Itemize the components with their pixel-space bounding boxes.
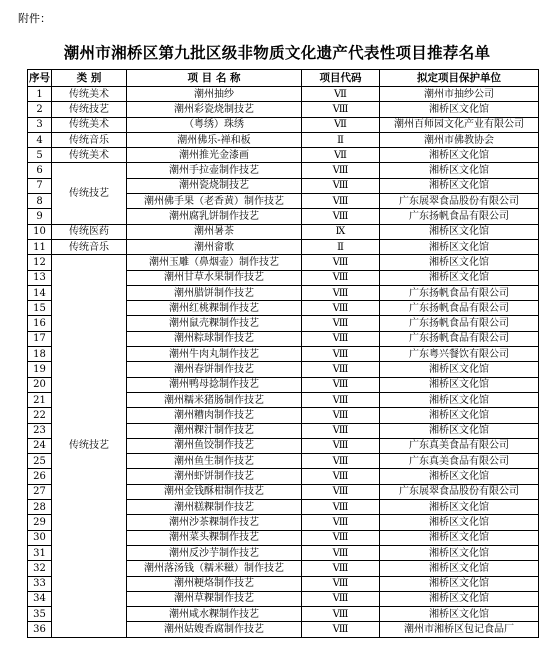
cell-project-name: 潮州草粿制作技艺 [127, 591, 302, 606]
cell-project-name: 潮州畲歌 [127, 239, 302, 254]
cell-project-code: Ⅷ [302, 178, 380, 193]
cell-project-name: 潮州春饼制作技艺 [127, 362, 302, 377]
cell-number: 4 [28, 132, 52, 147]
cell-protection-unit: 广东真美食品有限公司 [380, 438, 539, 453]
cell-protection-unit: 湘桥区文化馆 [380, 423, 539, 438]
cell-number: 6 [28, 163, 52, 178]
cell-protection-unit: 广东扬帆食品有限公司 [380, 301, 539, 316]
cell-project-name: 潮州彩瓷烧制技艺 [127, 102, 302, 117]
cell-project-name: 潮州粽球制作技艺 [127, 331, 302, 346]
cell-number: 21 [28, 392, 52, 407]
table-row [28, 117, 539, 132]
cell-number: 33 [28, 576, 52, 591]
cell-category: 传统音乐 [52, 239, 127, 254]
cell-number: 7 [28, 178, 52, 193]
table-row [28, 255, 539, 270]
cell-number: 8 [28, 194, 52, 209]
cell-number: 20 [28, 377, 52, 392]
table-row [28, 239, 539, 254]
cell-protection-unit: 湘桥区文化馆 [380, 530, 539, 545]
cell-protection-unit: 湘桥区文化馆 [380, 500, 539, 515]
cell-project-code: Ⅶ [302, 87, 380, 102]
project-table [27, 69, 539, 638]
cell-protection-unit: 广东粤兴餐饮有限公司 [380, 347, 539, 362]
table-row [28, 87, 539, 102]
cell-number: 24 [28, 438, 52, 453]
cell-protection-unit: 湘桥区文化馆 [380, 545, 539, 560]
cell-number: 23 [28, 423, 52, 438]
cell-protection-unit: 湘桥区文化馆 [380, 515, 539, 530]
cell-project-code: Ⅷ [302, 622, 380, 637]
cell-protection-unit: 湘桥区文化馆 [380, 392, 539, 407]
cell-protection-unit: 湘桥区文化馆 [380, 178, 539, 193]
cell-project-name: 潮州鼠壳粿制作技艺 [127, 316, 302, 331]
cell-protection-unit: 湘桥区文化馆 [380, 148, 539, 163]
cell-project-name: 潮州鱼生制作技艺 [127, 454, 302, 469]
cell-project-code: Ⅷ [302, 454, 380, 469]
cell-number: 26 [28, 469, 52, 484]
document-title: 潮州市湘桥区第九批区级非物质文化遗产代表性项目推荐名单 [63, 43, 491, 62]
cell-category: 传统技艺 [52, 163, 127, 224]
cell-project-code: Ⅶ [302, 117, 380, 132]
cell-category: 传统技艺 [52, 255, 127, 637]
cell-project-name: 潮州反沙芋制作技艺 [127, 545, 302, 560]
cell-protection-unit: 湘桥区文化馆 [380, 377, 539, 392]
cell-number: 12 [28, 255, 52, 270]
cell-project-code: Ⅷ [302, 392, 380, 407]
cell-project-name: 潮州腊饼制作技艺 [127, 285, 302, 300]
cell-project-name: 潮州佛手果（老香黄）制作技艺 [127, 194, 302, 209]
table-header-row [28, 70, 539, 87]
cell-number: 2 [28, 102, 52, 117]
cell-protection-unit: 湘桥区文化馆 [380, 224, 539, 239]
attachment-label: 附件： [18, 12, 51, 25]
cell-category: 传统医药 [52, 224, 127, 239]
column-header-protection-unit: 拟定项目保护单位 [380, 70, 539, 87]
table-row [28, 163, 539, 178]
cell-number: 17 [28, 331, 52, 346]
cell-protection-unit: 湘桥区文化馆 [380, 469, 539, 484]
cell-project-name: 潮州菜头粿制作技艺 [127, 530, 302, 545]
column-header-number: 序号 [28, 70, 52, 87]
cell-number: 3 [28, 117, 52, 132]
cell-number: 5 [28, 148, 52, 163]
cell-project-code: Ⅷ [302, 607, 380, 622]
cell-project-code: Ⅷ [302, 500, 380, 515]
cell-number: 36 [28, 622, 52, 637]
cell-protection-unit: 广东展翠食品股份有限公司 [380, 484, 539, 499]
cell-project-code: Ⅷ [302, 408, 380, 423]
cell-protection-unit: 湘桥区文化馆 [380, 163, 539, 178]
cell-project-code: Ⅷ [302, 255, 380, 270]
cell-number: 35 [28, 607, 52, 622]
cell-project-code: Ⅷ [302, 194, 380, 209]
cell-category: 传统美术 [52, 117, 127, 132]
cell-project-name: 潮州瓷烧制技艺 [127, 178, 302, 193]
cell-project-code: Ⅷ [302, 163, 380, 178]
cell-protection-unit: 湘桥区文化馆 [380, 561, 539, 576]
cell-project-code: Ⅷ [302, 331, 380, 346]
cell-number: 34 [28, 591, 52, 606]
cell-number: 30 [28, 530, 52, 545]
cell-project-code: Ⅷ [302, 561, 380, 576]
cell-protection-unit: 湘桥区文化馆 [380, 607, 539, 622]
cell-protection-unit: 湘桥区文化馆 [380, 102, 539, 117]
cell-project-name: 潮州糯米猪肠制作技艺 [127, 392, 302, 407]
cell-project-name: 潮州甘草水果制作技艺 [127, 270, 302, 285]
cell-project-name: 潮州姑嫂香腐制作技艺 [127, 622, 302, 637]
cell-project-name: 潮州糟肉制作技艺 [127, 408, 302, 423]
cell-number: 15 [28, 301, 52, 316]
cell-project-name: 潮州鸭母捻制作技艺 [127, 377, 302, 392]
cell-project-name: 潮州金钱酥柑制作技艺 [127, 484, 302, 499]
column-header-project-name: 项 目 名 称 [127, 70, 302, 87]
cell-project-code: Ⅷ [302, 270, 380, 285]
cell-project-code: Ⅱ [302, 239, 380, 254]
table-row [28, 102, 539, 117]
cell-protection-unit: 湘桥区文化馆 [380, 362, 539, 377]
cell-project-name: 潮州粿汁制作技艺 [127, 423, 302, 438]
table-row [28, 224, 539, 239]
cell-number: 11 [28, 239, 52, 254]
cell-number: 14 [28, 285, 52, 300]
cell-project-code: Ⅶ [302, 148, 380, 163]
table-row [28, 132, 539, 147]
cell-project-code: Ⅷ [302, 102, 380, 117]
cell-number: 9 [28, 209, 52, 224]
cell-number: 10 [28, 224, 52, 239]
cell-number: 29 [28, 515, 52, 530]
cell-project-code: Ⅷ [302, 377, 380, 392]
cell-project-name: 潮州牛肉丸制作技艺 [127, 347, 302, 362]
cell-project-code: Ⅷ [302, 362, 380, 377]
cell-project-code: Ⅷ [302, 530, 380, 545]
cell-protection-unit: 湘桥区文化馆 [380, 239, 539, 254]
cell-project-name: 潮州红桃粿制作技艺 [127, 301, 302, 316]
cell-project-code: Ⅷ [302, 515, 380, 530]
cell-number: 16 [28, 316, 52, 331]
cell-project-name: 潮州粳烙制作技艺 [127, 576, 302, 591]
cell-project-code: Ⅷ [302, 316, 380, 331]
cell-number: 1 [28, 87, 52, 102]
cell-project-name: 潮州抽纱 [127, 87, 302, 102]
cell-project-code: Ⅷ [302, 347, 380, 362]
cell-protection-unit: 潮州百师园文化产业有限公司 [380, 117, 539, 132]
cell-protection-unit: 潮州市湘桥区包记食品厂 [380, 622, 539, 637]
cell-project-code: Ⅷ [302, 209, 380, 224]
cell-project-code: Ⅷ [302, 301, 380, 316]
cell-project-code: Ⅷ [302, 423, 380, 438]
cell-project-code: Ⅷ [302, 285, 380, 300]
cell-project-name: 潮州玉雕（鼻烟壶）制作技艺 [127, 255, 302, 270]
cell-project-name: 潮州手拉壶制作技艺 [127, 163, 302, 178]
cell-protection-unit: 广东展翠食品股份有限公司 [380, 194, 539, 209]
cell-project-name: 潮州沙茶粿制作技艺 [127, 515, 302, 530]
cell-project-code: Ⅷ [302, 591, 380, 606]
cell-project-name: 潮州糕粿制作技艺 [127, 500, 302, 515]
cell-project-name: 潮州鱼饺制作技艺 [127, 438, 302, 453]
cell-number: 19 [28, 362, 52, 377]
cell-project-name: 潮州咸水粿制作技艺 [127, 607, 302, 622]
cell-number: 13 [28, 270, 52, 285]
cell-protection-unit: 广东扬帆食品有限公司 [380, 209, 539, 224]
cell-project-code: Ⅷ [302, 469, 380, 484]
cell-project-name: 潮州腐乳饼制作技艺 [127, 209, 302, 224]
table-row [28, 148, 539, 163]
cell-project-code: Ⅷ [302, 545, 380, 560]
cell-project-code: Ⅷ [302, 576, 380, 591]
cell-project-code: Ⅸ [302, 224, 380, 239]
cell-project-code: Ⅷ [302, 484, 380, 499]
cell-number: 31 [28, 545, 52, 560]
cell-category: 传统美术 [52, 87, 127, 102]
cell-category: 传统美术 [52, 148, 127, 163]
cell-protection-unit: 湘桥区文化馆 [380, 255, 539, 270]
table-body [28, 87, 539, 638]
cell-protection-unit: 广东扬帆食品有限公司 [380, 316, 539, 331]
cell-project-name: 潮州暑茶 [127, 224, 302, 239]
cell-project-code: Ⅱ [302, 132, 380, 147]
column-header-category: 类 别 [52, 70, 127, 87]
cell-project-name: 潮州落汤钱（糯米糍）制作技艺 [127, 561, 302, 576]
cell-protection-unit: 湘桥区文化馆 [380, 408, 539, 423]
cell-protection-unit: 湘桥区文化馆 [380, 576, 539, 591]
cell-project-name: 潮州佛乐-禅和板 [127, 132, 302, 147]
cell-category: 传统音乐 [52, 132, 127, 147]
cell-protection-unit: 广东扬帆食品有限公司 [380, 331, 539, 346]
cell-project-name: 潮州虾饼制作技艺 [127, 469, 302, 484]
cell-category: 传统技艺 [52, 102, 127, 117]
cell-project-code: Ⅷ [302, 438, 380, 453]
cell-protection-unit: 湘桥区文化馆 [380, 591, 539, 606]
cell-project-name: 潮州推光金漆画 [127, 148, 302, 163]
cell-protection-unit: 潮州市佛教协会 [380, 132, 539, 147]
cell-number: 18 [28, 347, 52, 362]
cell-number: 25 [28, 454, 52, 469]
cell-project-name: （粤绣）珠绣 [127, 117, 302, 132]
cell-number: 32 [28, 561, 52, 576]
cell-protection-unit: 湘桥区文化馆 [380, 270, 539, 285]
cell-protection-unit: 广东真美食品有限公司 [380, 454, 539, 469]
cell-protection-unit: 潮州市抽纱公司 [380, 87, 539, 102]
cell-protection-unit: 广东扬帆食品有限公司 [380, 285, 539, 300]
cell-number: 27 [28, 484, 52, 499]
cell-number: 22 [28, 408, 52, 423]
cell-number: 28 [28, 500, 52, 515]
column-header-project-code: 项目代码 [302, 70, 380, 87]
